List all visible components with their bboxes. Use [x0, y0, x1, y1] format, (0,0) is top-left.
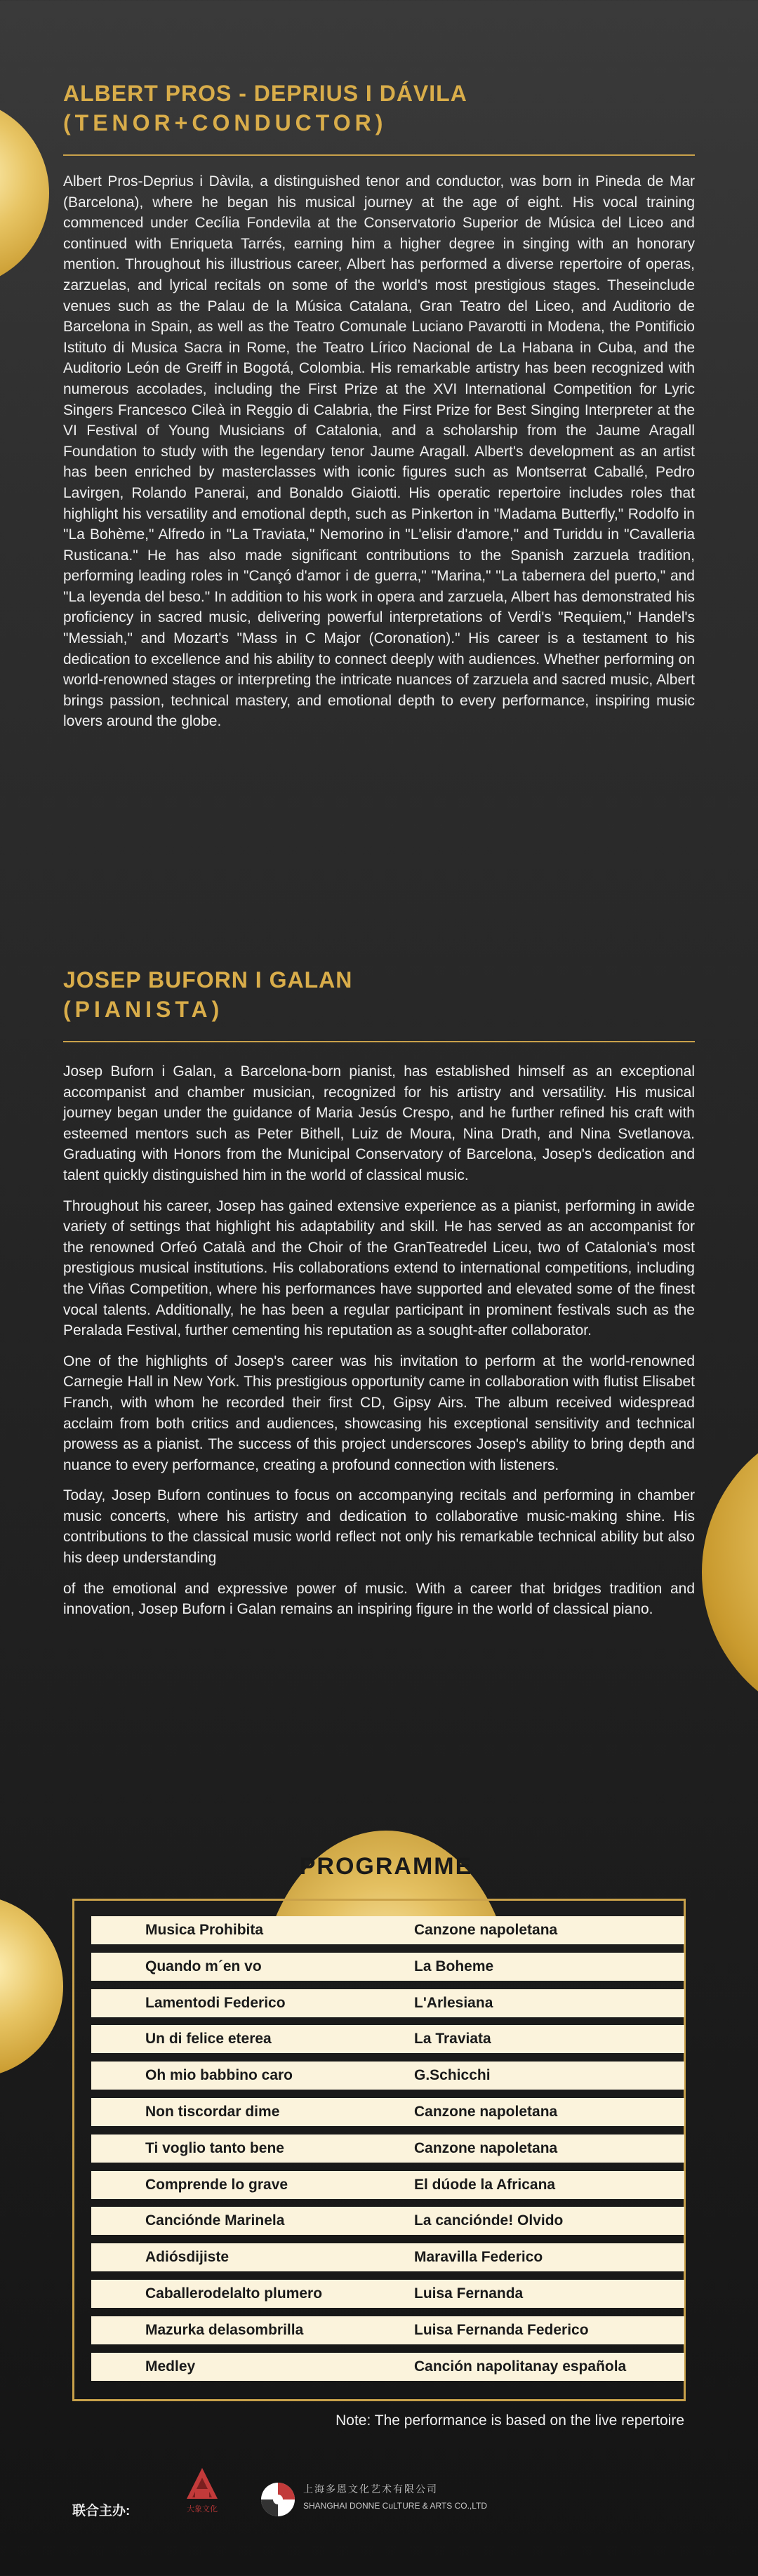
performance-note: Note: The performance is based on the live repertoire: [335, 2412, 684, 2429]
programme-source: G.Schicchi: [414, 2067, 491, 2084]
programme-row: [91, 1916, 684, 1944]
bio-josep: [63, 1061, 695, 1630]
divider-albert: [63, 154, 695, 156]
programme-row: [91, 1989, 684, 2017]
programme-row: [91, 2353, 684, 2381]
programme-piece: Non tiscordar dime: [145, 2104, 280, 2120]
co-organizer-label: 联合主办:: [72, 2504, 131, 2518]
programme-source: Canzone napoletana: [414, 2104, 558, 2120]
artist-name: ALBERT PROS - DEPRIUS I DÁVILA: [63, 81, 467, 106]
programme-row: [91, 2135, 684, 2163]
programme-piece: Quando m´en vo: [145, 1958, 262, 1974]
programme-piece: Comprende lo grave: [145, 2176, 288, 2193]
bio-paragraph: of the emotional and expressive power of music. With a career that bridges tradition and innovation, Josep Buforn i Galan remains an inspiring figure in the world of classical piano.: [63, 1580, 695, 1618]
bio-albert: [63, 171, 695, 742]
artist-role: (PIANISTA): [63, 997, 224, 1022]
artist-heading-josep: [63, 965, 695, 1024]
bio-paragraph: Throughout his career, Josep has gained extensive experience as a pianist, performing in awide variety of settings that highlight his adaptability and skill. He has served as an accompanist for the renowned Orfeó Català and the Choir of the GranTeatredel Liceu, two of Catalonia's most prestigious musical institutions. His collaborations extend to international competitions, including the Viñas Competition, where his performances have supported and elevated some of the finest vocal talents. Additionally, he has been a regular participant in prominent festivals such as the Peralada Festival, further cementing his reputation as a sought-after collaborator.: [63, 1197, 695, 1339]
programme-source: Canción napolitanay española: [414, 2358, 627, 2375]
artist-role: (TENOR+CONDUCTOR): [63, 110, 387, 135]
divider-josep: [63, 1041, 695, 1042]
programme-piece: Oh mio babbino caro: [145, 2067, 293, 2084]
programme-piece: Adiósdijiste: [145, 2249, 230, 2266]
gold-disc-decoration-bottom-left: [0, 1895, 63, 2078]
programme-row: [91, 2316, 684, 2344]
programme-source: La Traviata: [414, 2031, 491, 2047]
section-josep: [63, 965, 695, 1024]
programme-piece: Musica Prohibita: [145, 1922, 264, 1938]
programme-row: [91, 2207, 684, 2235]
programme-piece: Ti voglio tanto bene: [145, 2139, 284, 2156]
logo-text-cn: 上海多恩文化艺术有限公司: [303, 2483, 438, 2495]
programme-source: Maravilla Federico: [414, 2249, 543, 2266]
logo-text: 大象文化: [187, 2505, 218, 2514]
programme-title: PROGRAMME: [299, 1853, 473, 1880]
gold-disc-decoration-right: [702, 1418, 758, 1727]
programme-piece: Medley: [145, 2358, 196, 2375]
bio-paragraph: Albert Pros-Deprius i Dàvila, a distinguished tenor and conductor, was born in Pineda de Mar (Barcelona), where he began his musical journey at the age of eight. His vocal training commenced under Cecília Fondevila at the Conservatorio Superior de Música del Liceo and continued with Enriqueta Tarrés, earning him a higher degree in singing with an honorary mention. Throughout his illustrious career, Albert has performed a diverse repertoire of operas, zarzuelas, and lyrical recitals on some of the world's most prestigious stages. Theseinclude venues such as the Palau de la Música Catalana, Gran Teatro del Liceo, and Auditorio de Barcelona in Spain, as well as the Teatro Comunale Luciano Pavarotti in Modena, the Pontificio Istituto di Musica Sacra in Rome, the Teatro Lírico Nacional de La Habana in Cuba, and the Auditorio León de Greiff in Bogotá, Colombia. His remarkable artistry has been recognized with numerous accolades, including the First Prize at the XVI International Competition for Lyric Singers Francesco Cileà in Reggio di Calabria, the First Prize for Best Singing Interpreter at the VI Festival of Young Musicians of Catalonia, and a scholarship from the Jaume Aragall Foundation to study with the legendary tenor Jaume Aragall. Albert's development as an artist has been enriched by masterclasses with iconic figures such as Montserrat Caballé, Pedro Lavirgen, Rolando Panerai, and Bonaldo Giaiotti. His operatic repertoire includes roles that highlight his versatility and emotional depth, such as Pinkerton in "Madama Butterfly," Rodolfo in "La Bohème," Alfredo in "La Traviata," Nemorino in "L'elisir d'amore," and Turiddu in "Cavalleria Rusticana." He has also made significant contributions to the Spanish zarzuela tradition, performing leading roles in "Cançó d'amor i de guerra," "Marina," "La tabernera del puerto," and "La leyenda del beso." In addition to his work in opera and zarzuela, Albert has demonstrated his proficiency in sacred music, delivering powerful interpretations of Verdi's "Requiem," Handel's "Messiah," and Mozart's "Mass in C Major (Coronation)." His career is a testament to his dedication to excellence and his ability to connect deeply with audiences. Whether performing on world-renowned stages or interpreting the intricate nuances of zarzuela and sacred music, Albert brings passion, technical mastery, and emotional depth to every performance, inspiring music lovers around the globe.: [63, 173, 695, 730]
programme-source: Luisa Fernanda: [414, 2285, 524, 2302]
programme-row: [91, 2243, 684, 2271]
logo-text-en: SHANGHAI DONNE CuLTURE & ARTS CO.,LTD: [303, 2501, 488, 2511]
programme-piece: Caballerodelalto plumero: [145, 2285, 323, 2302]
programme-source: Canzone napoletana: [414, 2139, 558, 2156]
artist-name: JOSEP BUFORN I GALAN: [63, 967, 353, 992]
programme-source: La Boheme: [414, 1958, 494, 1974]
bio-paragraph: Josep Buforn i Galan, a Barcelona-born pianist, has established himself as an exceptional accompanist and chamber musician, recognized for his artistry and versatility. His musical journey began under the guidance of Maria Jesús Crespo, and he further refined his craft with esteemed mentors such as Peter Bithell, Luiz de Moura, Nina Drath, and Nina Svetlanova. Graduating with Honors from the Municipal Conservatory of Barcelona, Josep's dedication and talent quickly distinguished him in the world of classical music.: [63, 1063, 695, 1183]
programme-piece: Un di felice eterea: [145, 2031, 272, 2047]
programme-source: L'Arlesiana: [414, 1994, 493, 2011]
bio-paragraph: Today, Josep Buforn continues to focus on accompanying recitals and performing in chamber music concerts, where his artistry and dedication to collaborative music-making shine. His contributions to the classical music world reflect not only his remarkable technical ability but also his deep understanding: [63, 1487, 695, 1567]
programme-row: [91, 2062, 684, 2090]
artist-heading-albert: [63, 79, 695, 138]
section-albert: [63, 79, 695, 138]
programme-source: La canciónde! Olvido: [414, 2212, 564, 2229]
programme-source: Canzone napoletana: [414, 1922, 558, 1938]
programme-row: [91, 2280, 684, 2308]
programme-row: [91, 2098, 684, 2126]
programme-row: [91, 1953, 684, 1981]
programme-source: Luisa Fernanda Federico: [414, 2321, 589, 2338]
programme-row: [91, 2025, 684, 2053]
programme-piece: Lamentodi Federico: [145, 1994, 286, 2011]
donne-culture-logo-icon: [260, 2481, 296, 2518]
programme-row: [91, 2171, 684, 2199]
programme-piece: Mazurka delasombrilla: [145, 2321, 304, 2338]
programme-piece: Canciónde Marinela: [145, 2212, 285, 2229]
bio-paragraph: One of the highlights of Josep's career was his invitation to perform at the world-renowned Carnegie Hall in New York. This prestigious opportunity came in collaboration with flutist Elisabet Franch, with whom he recorded their first CD, Gipsy Airs. The album received widespread acclaim from both critics and audiences, showcasing his exceptional sensitivity and technical prowess as a pianist. The success of this project underscores Josep's ability to bring depth and nuance to every performance, creating a profound connection with listeners.: [63, 1353, 695, 1473]
programme-source: El dúode la Africana: [414, 2176, 556, 2193]
gold-disc-decoration-top-left: [0, 98, 49, 288]
